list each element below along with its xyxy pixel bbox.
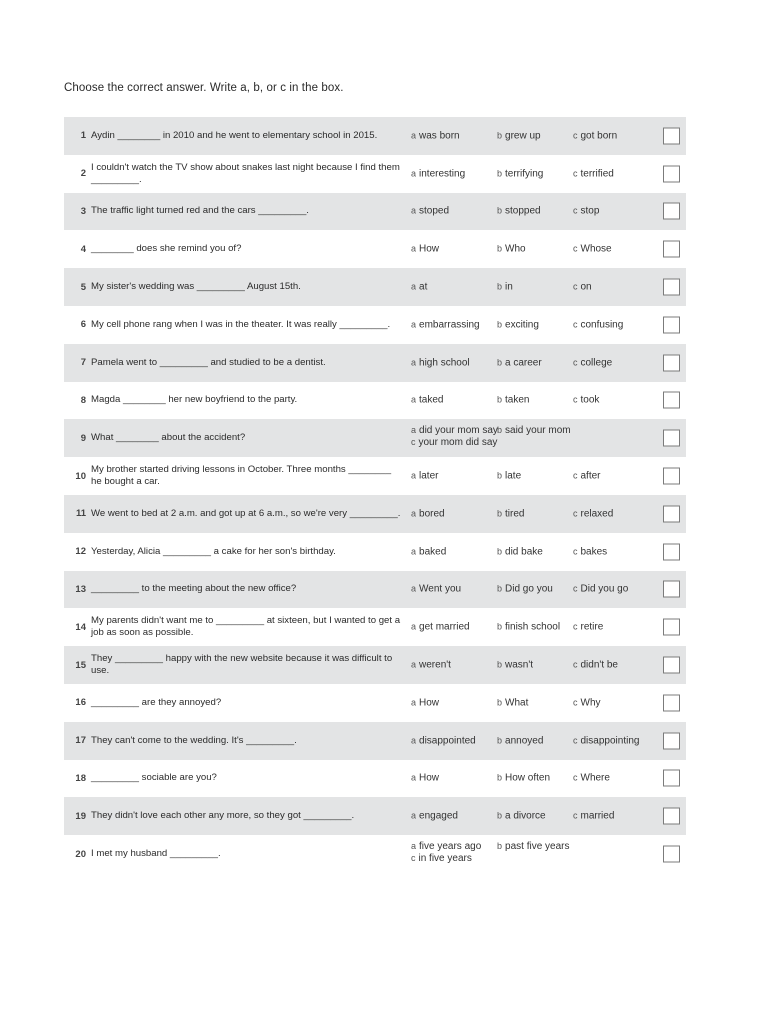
option-text: wasn't — [505, 659, 534, 671]
option-letter: c — [411, 437, 416, 448]
option-text: Who — [505, 243, 526, 255]
question-row — [64, 684, 686, 722]
option-text: bored — [419, 508, 445, 520]
option-letter: a — [411, 205, 417, 216]
option-letter: a — [411, 394, 417, 405]
option-letter: b — [497, 205, 503, 216]
option-letter: a — [411, 319, 417, 330]
option-letter: c — [573, 281, 578, 292]
question-number: 2 — [80, 168, 86, 180]
option-text: got born — [580, 130, 618, 142]
answer-box[interactable] — [663, 846, 680, 863]
option-letter: c — [573, 621, 578, 632]
option-text: high school — [419, 357, 470, 369]
option-text: engaged — [419, 810, 458, 822]
option-letter: b — [497, 735, 503, 746]
question-text: They didn't love each other any more, so they got _________. — [91, 810, 355, 822]
answer-options — [411, 760, 665, 798]
option-text: What — [505, 697, 529, 709]
answer-box[interactable] — [663, 619, 680, 636]
option-letter: c — [573, 319, 578, 330]
answer-box[interactable] — [663, 543, 680, 560]
option-text: in five years — [418, 853, 472, 865]
option-text: stop — [580, 205, 600, 217]
option-b — [497, 471, 521, 482]
question-text: We went to bed at 2 a.m. and got up at 6 a.m., so we're very _________. — [91, 507, 401, 519]
question-row — [64, 193, 686, 231]
option-letter: c — [573, 243, 578, 254]
option-text: terrified — [580, 168, 614, 180]
option-text: took — [580, 394, 600, 406]
question-row — [64, 533, 686, 571]
option-text: Where — [580, 772, 610, 784]
option-letter: b — [497, 130, 503, 141]
option-letter: a — [411, 621, 417, 632]
option-letter: b — [497, 425, 503, 436]
answer-options — [411, 155, 665, 193]
option-text: terrifying — [505, 168, 544, 180]
question-number: 18 — [75, 772, 86, 784]
option-c — [573, 811, 614, 822]
answer-box[interactable] — [663, 694, 680, 711]
question-number: 19 — [75, 810, 86, 822]
option-c — [573, 319, 623, 330]
option-letter: c — [573, 357, 578, 368]
option-a — [411, 735, 476, 746]
option-text: taked — [419, 394, 444, 406]
option-text: stoped — [419, 205, 450, 217]
option-letter: c — [573, 583, 578, 594]
option-letter: b — [497, 659, 503, 670]
question-number: 14 — [75, 621, 86, 633]
option-text: embarrassing — [419, 319, 480, 331]
option-a — [411, 622, 470, 633]
option-b — [497, 546, 543, 557]
question-row — [64, 155, 686, 193]
question-number: 3 — [80, 205, 86, 217]
option-b — [497, 244, 526, 255]
option-c — [573, 660, 618, 671]
question-row — [64, 457, 686, 495]
option-letter: a — [411, 281, 417, 292]
question-row — [64, 344, 686, 382]
question-text: _________ to the meeting about the new office? — [91, 583, 297, 595]
option-letter: a — [411, 168, 417, 179]
question-text: What ________ about the accident? — [91, 432, 246, 444]
question-row — [64, 268, 686, 306]
answer-options — [411, 495, 665, 533]
option-c — [573, 622, 603, 633]
option-text: didn't be — [580, 659, 618, 671]
question-row — [64, 230, 686, 268]
option-letter: b — [497, 841, 503, 852]
option-b — [497, 697, 528, 708]
option-b — [497, 424, 571, 437]
option-c — [573, 471, 601, 482]
question-row — [64, 382, 686, 420]
option-a — [411, 244, 439, 255]
option-letter: a — [411, 130, 417, 141]
answer-box[interactable] — [663, 354, 680, 371]
answer-options — [411, 382, 665, 420]
question-text: Aydin ________ in 2010 and he went to elementary school in 2015. — [91, 129, 378, 141]
question-text: I met my husband _________. — [91, 848, 221, 860]
question-row — [64, 608, 686, 646]
answer-box[interactable] — [663, 581, 680, 598]
question-text: My brother started driving lessons in October. Three months ________ he bought a car. — [91, 464, 392, 488]
option-text: annoyed — [505, 735, 544, 747]
option-b — [497, 773, 550, 784]
question-row — [64, 117, 686, 155]
option-c — [573, 773, 610, 784]
option-text: a divorce — [505, 810, 546, 822]
option-letter: b — [497, 357, 503, 368]
option-text: baked — [419, 546, 447, 558]
option-letter: b — [497, 168, 503, 179]
answer-box[interactable] — [663, 430, 680, 447]
question-number: 10 — [75, 470, 86, 482]
option-letter: b — [497, 810, 503, 821]
answer-options — [411, 306, 665, 344]
answer-options — [411, 571, 665, 609]
question-row — [64, 419, 686, 457]
question-row — [64, 571, 686, 609]
option-b — [497, 660, 533, 671]
question-number: 6 — [80, 319, 86, 331]
option-letter: c — [573, 546, 578, 557]
option-a — [411, 395, 443, 406]
option-letter: c — [573, 130, 578, 141]
option-text: taken — [505, 394, 530, 406]
option-text: said your mom — [505, 425, 571, 437]
option-text: confusing — [580, 319, 624, 331]
option-a — [411, 206, 449, 217]
option-b — [497, 811, 546, 822]
question-number: 15 — [75, 659, 86, 671]
answer-box[interactable] — [663, 127, 680, 144]
question-text: They can't come to the wedding. It's _________. — [91, 734, 297, 746]
answer-box[interactable] — [663, 770, 680, 787]
option-text: How — [419, 697, 440, 709]
option-letter: b — [497, 243, 503, 254]
option-letter: a — [411, 697, 417, 708]
option-letter: a — [411, 425, 417, 436]
option-letter: a — [411, 508, 417, 519]
option-letter: b — [497, 508, 503, 519]
option-a — [411, 584, 461, 595]
option-text: Did go you — [505, 583, 553, 595]
option-letter: a — [411, 546, 417, 557]
answer-options — [411, 230, 665, 268]
option-letter: a — [411, 772, 417, 783]
option-text: weren't — [419, 659, 451, 671]
answer-box[interactable] — [663, 808, 680, 825]
answer-options — [411, 193, 665, 231]
question-number: 4 — [80, 243, 86, 255]
question-number: 13 — [75, 583, 86, 595]
option-text: tired — [505, 508, 525, 520]
question-table — [64, 117, 686, 873]
option-a — [411, 660, 451, 671]
option-text: late — [505, 470, 522, 482]
option-letter: c — [573, 508, 578, 519]
question-number: 11 — [75, 508, 86, 520]
option-text: on — [580, 281, 592, 293]
option-text: Did you go — [580, 583, 629, 595]
option-text: get married — [419, 621, 470, 633]
option-letter: c — [573, 168, 578, 179]
option-letter: b — [497, 583, 503, 594]
option-letter: a — [411, 810, 417, 821]
option-text: How often — [505, 772, 551, 784]
question-number: 17 — [75, 735, 86, 747]
question-number: 12 — [75, 546, 86, 558]
option-text: did bake — [505, 546, 543, 558]
option-a — [411, 546, 446, 557]
option-b — [497, 840, 570, 853]
option-text: later — [419, 470, 439, 482]
option-a — [411, 168, 465, 179]
option-text: a career — [505, 357, 542, 369]
question-number: 9 — [80, 432, 86, 444]
question-text: Yesterday, Alicia _________ a cake for her son's birthday. — [91, 545, 336, 557]
option-text: exciting — [505, 319, 539, 331]
option-letter: c — [573, 810, 578, 821]
option-b — [497, 282, 513, 293]
question-text: ________ does she remind you of? — [91, 243, 242, 255]
answer-box[interactable] — [663, 241, 680, 258]
option-letter: a — [411, 357, 417, 368]
option-text: at — [419, 281, 428, 293]
option-text: interesting — [419, 168, 466, 180]
option-b — [497, 319, 539, 330]
option-text: How — [419, 243, 440, 255]
answer-options — [411, 797, 665, 835]
question-number: 7 — [80, 357, 86, 369]
option-b — [497, 584, 553, 595]
option-letter: c — [411, 853, 416, 864]
answer-options — [411, 344, 665, 382]
option-letter: b — [497, 772, 503, 783]
option-c — [411, 852, 472, 865]
option-c — [573, 130, 617, 141]
option-c — [573, 282, 592, 293]
answer-options — [411, 722, 665, 760]
option-letter: b — [497, 697, 503, 708]
question-number: 1 — [80, 130, 86, 142]
option-letter: c — [573, 772, 578, 783]
option-c — [573, 357, 612, 368]
option-text: college — [580, 357, 613, 369]
option-text: Went you — [419, 583, 462, 595]
answer-options — [411, 457, 665, 495]
answer-box[interactable] — [663, 279, 680, 296]
option-text: five years ago — [419, 841, 482, 853]
option-letter: c — [573, 659, 578, 670]
option-letter: a — [411, 470, 417, 481]
option-text: did your mom say — [419, 425, 498, 437]
option-letter: a — [411, 583, 417, 594]
question-row — [64, 495, 686, 533]
option-c — [573, 584, 628, 595]
answer-box[interactable] — [663, 392, 680, 409]
answer-box[interactable] — [663, 732, 680, 749]
option-a — [411, 697, 439, 708]
option-letter: b — [497, 470, 503, 481]
answer-box[interactable] — [663, 203, 680, 220]
option-c — [573, 697, 601, 708]
option-text: finish school — [505, 621, 561, 633]
question-text: The traffic light turned red and the cars _________. — [91, 205, 309, 217]
option-a — [411, 130, 460, 141]
option-text: bakes — [580, 546, 608, 558]
question-text: My sister's wedding was _________ August 15th. — [91, 281, 301, 293]
option-c — [411, 436, 497, 449]
option-letter: a — [411, 243, 417, 254]
answer-options — [411, 533, 665, 571]
answer-box[interactable] — [663, 165, 680, 182]
option-a — [411, 508, 445, 519]
option-letter: b — [497, 546, 503, 557]
option-b — [497, 206, 541, 217]
question-row — [64, 797, 686, 835]
option-letter: a — [411, 841, 417, 852]
option-b — [497, 168, 543, 179]
option-text: disappointing — [580, 735, 640, 747]
answer-options — [411, 608, 665, 646]
option-text: your mom did say — [418, 437, 498, 449]
option-text: was born — [419, 130, 460, 142]
option-c — [573, 244, 612, 255]
question-row — [64, 760, 686, 798]
option-a — [411, 471, 438, 482]
option-text: Why — [580, 697, 601, 709]
option-c — [573, 168, 614, 179]
option-a — [411, 773, 439, 784]
question-text: They _________ happy with the new website because it was difficult to use. — [91, 653, 393, 677]
answer-box[interactable] — [663, 316, 680, 333]
answer-options — [411, 684, 665, 722]
option-text: in — [505, 281, 513, 293]
option-b — [497, 357, 542, 368]
answer-options — [411, 646, 665, 684]
answer-box[interactable] — [663, 505, 680, 522]
option-letter: b — [497, 281, 503, 292]
option-a — [411, 282, 427, 293]
question-text: I couldn't watch the TV show about snakes last night because I find them _________. — [91, 161, 400, 185]
option-b — [497, 508, 524, 519]
option-text: stopped — [505, 205, 541, 217]
option-text: Whose — [580, 243, 612, 255]
question-row — [64, 722, 686, 760]
question-row — [64, 835, 686, 873]
option-b — [497, 395, 529, 406]
option-letter: c — [573, 205, 578, 216]
option-text: How — [419, 772, 440, 784]
option-letter: c — [573, 470, 578, 481]
option-letter: c — [573, 394, 578, 405]
question-text: Pamela went to _________ and studied to be a dentist. — [91, 356, 326, 368]
option-c — [573, 206, 599, 217]
option-letter: c — [573, 697, 578, 708]
answer-box[interactable] — [663, 657, 680, 674]
option-text: past five years — [505, 841, 570, 853]
question-text: _________ are they annoyed? — [91, 696, 222, 708]
answer-options — [411, 268, 665, 306]
option-text: grew up — [505, 130, 541, 142]
option-b — [497, 622, 560, 633]
answer-options — [411, 117, 665, 155]
question-number: 8 — [80, 394, 86, 406]
option-letter: c — [573, 735, 578, 746]
option-c — [573, 735, 639, 746]
question-number: 5 — [80, 281, 86, 293]
option-text: disappointed — [419, 735, 476, 747]
question-text: _________ sociable are you? — [91, 772, 217, 784]
instructions: Choose the correct answer. Write a, b, or c in the box. — [64, 82, 344, 94]
question-number: 20 — [75, 848, 86, 860]
question-number: 16 — [75, 697, 86, 709]
option-letter: a — [411, 659, 417, 670]
option-letter: b — [497, 394, 503, 405]
question-text: Magda ________ her new boyfriend to the party. — [91, 394, 298, 406]
option-text: relaxed — [580, 508, 614, 520]
option-letter: b — [497, 621, 503, 632]
option-text: retire — [580, 621, 604, 633]
option-c — [573, 508, 613, 519]
option-text: married — [580, 810, 615, 822]
answer-options — [411, 835, 665, 873]
question-row — [64, 646, 686, 684]
option-letter: a — [411, 735, 417, 746]
option-a — [411, 319, 480, 330]
option-b — [497, 130, 541, 141]
question-row — [64, 306, 686, 344]
option-a — [411, 811, 458, 822]
option-c — [573, 395, 599, 406]
option-letter: b — [497, 319, 503, 330]
question-text: My cell phone rang when I was in the theater. It was really _________. — [91, 318, 391, 330]
answer-options — [411, 419, 665, 457]
option-a — [411, 357, 470, 368]
option-text: after — [580, 470, 601, 482]
option-b — [497, 735, 543, 746]
answer-box[interactable] — [663, 468, 680, 485]
option-c — [573, 546, 607, 557]
question-text: My parents didn't want me to _________ at sixteen, but I wanted to get a job as soon as possible. — [91, 615, 401, 639]
